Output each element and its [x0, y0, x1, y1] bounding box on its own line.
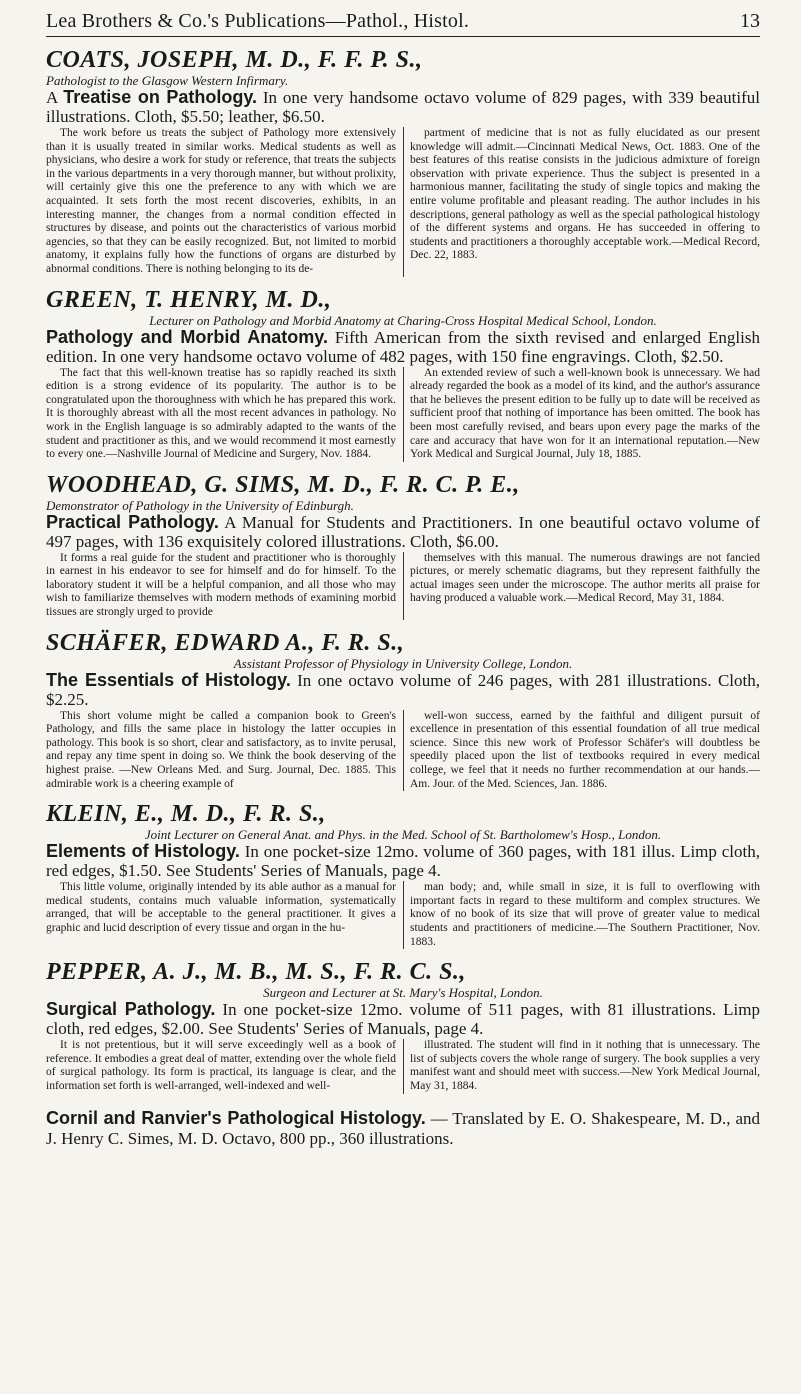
review-left: The fact that this well-known treatise has so rapidly reached its sixth edition is a strong evidence of its popularity. The author is to be congratulated upon the thoroughness with which he has prepared this work. It is thoroughly abreast with all the most recent advances in pathology. No work in the English language is so admirably adapted to the wants of the student and practitioner as this, and we would recommend it most earnestly to every one.—Nashville Journal of Medicine and Surgery, Nov. 1884. — [46, 366, 396, 461]
author-affiliation: Assistant Professor of Physiology in University College, London. — [233, 655, 573, 671]
author-heading: COATS, JOSEPH, M. D., F. F. P. S., — [46, 47, 423, 73]
book-entry — [46, 959, 760, 1093]
author-affiliation: Lecturer on Pathology and Morbid Anatomy at Charing-Cross Hospital Medical School, London. — [149, 312, 657, 328]
book-description — [46, 671, 760, 709]
review-columns — [46, 710, 760, 792]
book-entry — [46, 801, 760, 949]
author-heading: PEPPER, A. J., M. B., M. S., F. R. C. S., — [46, 959, 466, 986]
final-text: — Translated by E. O. Shakespeare, M. D., and J. Henry C. Simes, M. D. Octavo, 800 pp., 360 illustrations. — [46, 1108, 760, 1148]
review-right: well-won success, earned by the faithful and diligent pursuit of excellence in presentation of this essential foundation of all true medical science. Since this new work of Professor Schäfer's will doubtless be speedily placed upon the list of textbooks required in every medical college, we feel that it needs no further recommendation at our hands.—Am. Jour. of the Med. Sciences, Jan. 1886. — [403, 710, 760, 792]
lead-details: In one pocket-size 12mo. volume of 511 pages, with 81 illustrations. Limp cloth, red edges, $2.00. See Students' Series of Manuals, page 4. — [46, 1000, 760, 1039]
author-heading: KLEIN, E., M. D., F. R. S., — [46, 801, 326, 828]
final-title: Cornil and Ranvier's Pathological Histology. — [46, 1107, 426, 1128]
review-left: It is not pretentious, but it will serve exceedingly well as a book of reference. It embodies a great deal of matter, extending over the whole field of surgical pathology. Its form is practical, its language is clear, and the information set forth is well-arranged, well-indexed and well- — [46, 1039, 396, 1092]
author-affiliation: Pathologist to the Glasgow Western Infirmary. — [46, 73, 289, 88]
book-title: Pathology and Morbid Anatomy. — [46, 326, 328, 347]
book-description — [46, 513, 760, 551]
book-title: Surgical Pathology. — [46, 999, 216, 1020]
book-title: Elements of Histology. — [46, 841, 240, 862]
book-title: Practical Pathology. — [46, 511, 219, 532]
book-entry — [46, 630, 760, 792]
running-head: Lea Brothers & Co.'s Publications—Pathol., Histol. — [46, 10, 470, 32]
book-entry — [46, 472, 760, 620]
review-columns — [46, 552, 760, 620]
review-columns — [46, 367, 760, 462]
book-entry — [46, 287, 760, 462]
review-left: The work before us treats the subject of Pathology more extensively than it is usually treated in similar works. Medical students as well as physicians, who desire a work for study or reference, that treats the subjects in the various departments in a very thorough manner, but without prolixity, will certainly give this one the preference to any with which we are acquainted. It sets forth the most recent discoveries, exhibits, in an interesting manner, the changes from a normal condition effected in structures by disease, and points out the characteristics of various morbid agencies, so that they can be easily recognized. But, not limited to morbid anatomy, it explains fully how the functions of organs are disturbed by abnormal conditions. There is nothing belonging to its de- — [46, 127, 396, 275]
review-left: It forms a real guide for the student and practitioner who is thoroughly in earnest in his endeavor to see for himself and do for himself. To the laboratory student it will be a helpful companion, and all those who may wish to familiarize themselves with modern methods of examining morbid tissues are strongly urged to provide — [46, 551, 396, 619]
review-right: illustrated. The student will find in it nothing that is unnecessary. The list of subjects covers the whole range of surgery. The book supplies a very manifest want and should meet with success.—New York Medical Journal, May 31, 1884. — [403, 1039, 760, 1093]
author-heading: GREEN, T. HENRY, M. D., — [46, 286, 332, 313]
review-right: themselves with this manual. The numerous drawings are not fancied pictures, or merely schematic diagrams, but they represent faithfully the actual images seen under the microscope. The author merits all praise for having produced a valuable work.—Medical Record, May 31, 1884. — [403, 552, 760, 620]
book-description — [46, 1000, 760, 1038]
book-description — [46, 88, 760, 126]
book-description — [46, 842, 760, 880]
review-right: partment of medicine that is not as fully elucidated as our present knowledge will admit.—Cincinnati Medical News, Oct. 1883. One of the best features of this reatise consists in the judicious admixture of foreign observation with private experience. Thus the subject is presented in a harmonious manner, facilitating the study of single topics and making the entire volume profitable and pleasant reading. The author includes in his descriptions, general pathology as well as the special pathological histology of the different systems and organs. He has succeeded in offering to students and practitioners a thoroughly acceptable work.—Medical Record, Dec. 22, 1883. — [403, 127, 760, 277]
review-columns — [46, 127, 760, 277]
review-columns — [46, 881, 760, 949]
author-heading: WOODHEAD, G. SIMS, M. D., F. R. C. P. E., — [46, 471, 520, 498]
author-affiliation: Joint Lecturer on General Anat. and Phys. in the Med. School of St. Bartholomew's Hosp., London. — [144, 827, 662, 843]
book-description — [46, 328, 760, 366]
lead-prefix: A — [46, 88, 64, 107]
review-right: An extended review of such a well-known book is unnecessary. We had already regarded the book as a model of its kind, and the author's assurance that he believes the present edition to be fully up to date will be received as sufficient proof that nothing of importance has been omitted. The book has been most carefully revised, and bears upon every page the marks of the care and accuracy that have won for it an international reputation.—New York Medical and Surgical Journal, July 18, 1885. — [403, 367, 760, 462]
review-right: man body; and, while small in size, it is full to overflowing with important facts in regard to these multiform and complex structures. We know of no book of its size that will prove of greater value to medical students and practitioners of medicine.—The Southern Practitioner, Nov. 1883. — [403, 881, 760, 949]
page — [46, 0, 760, 1149]
review-left: This little volume, originally intended by its able author as a manual for medical students, contains much valuable information, systematically arranged, that will be acceptable to the general practitioner. It gives a graphic and lucid description of every tissue and organ in the hu- — [46, 881, 396, 934]
lead-details: Fifth American from the sixth revised and enlarged English edition. In one very handsome octavo volume of 482 pages, with 150 fine engravings. Cloth, $2.50. — [46, 327, 760, 366]
final-entry — [46, 1108, 760, 1149]
author-affiliation: Surgeon and Lecturer at St. Mary's Hospital, London. — [263, 985, 543, 1001]
lead-details: A Manual for Students and Practitioners. In one beautiful octavo volume of 497 pages, with 136 exquisitely colored illustrations. Cloth, $6.00. — [46, 512, 761, 551]
lead-details: In one octavo volume of 246 pages, with 281 illustrations. Cloth, $2.25. — [46, 670, 760, 709]
book-title: The Essentials of Histology. — [46, 669, 291, 690]
review-left: This short volume might be called a companion book to Green's Pathology, and fills the same place in histology the latter occupies in pathology. This book is so short, clear and satisfactory, as to invite perusal, and repay any time spent in doing so. We think the book deserving of the highest praise. —New Orleans Med. and Surg. Journal, Dec. 1885. This admirable work is a cheering example of — [46, 709, 396, 790]
page-number: 13 — [740, 10, 760, 32]
book-title: Treatise on Pathology. — [63, 87, 258, 107]
author-affiliation: Demonstrator of Pathology in the University of Edinburgh. — [46, 497, 354, 513]
lead-details: In one very handsome octavo volume of 829 pages, with 339 beautiful illustrations. Cloth, $5.50; leather, $6.50. — [46, 88, 760, 126]
book-entry — [46, 47, 760, 277]
page-header — [46, 4, 760, 37]
author-heading: SCHÄFER, EDWARD A., F. R. S., — [46, 629, 405, 656]
lead-details: In one pocket-size 12mo. volume of 360 pages, with 181 illus. Limp cloth, red edges, $1.50. See Students' Series of Manuals, page 4. — [46, 842, 760, 881]
review-columns — [46, 1039, 760, 1093]
entry-list — [46, 47, 760, 1094]
